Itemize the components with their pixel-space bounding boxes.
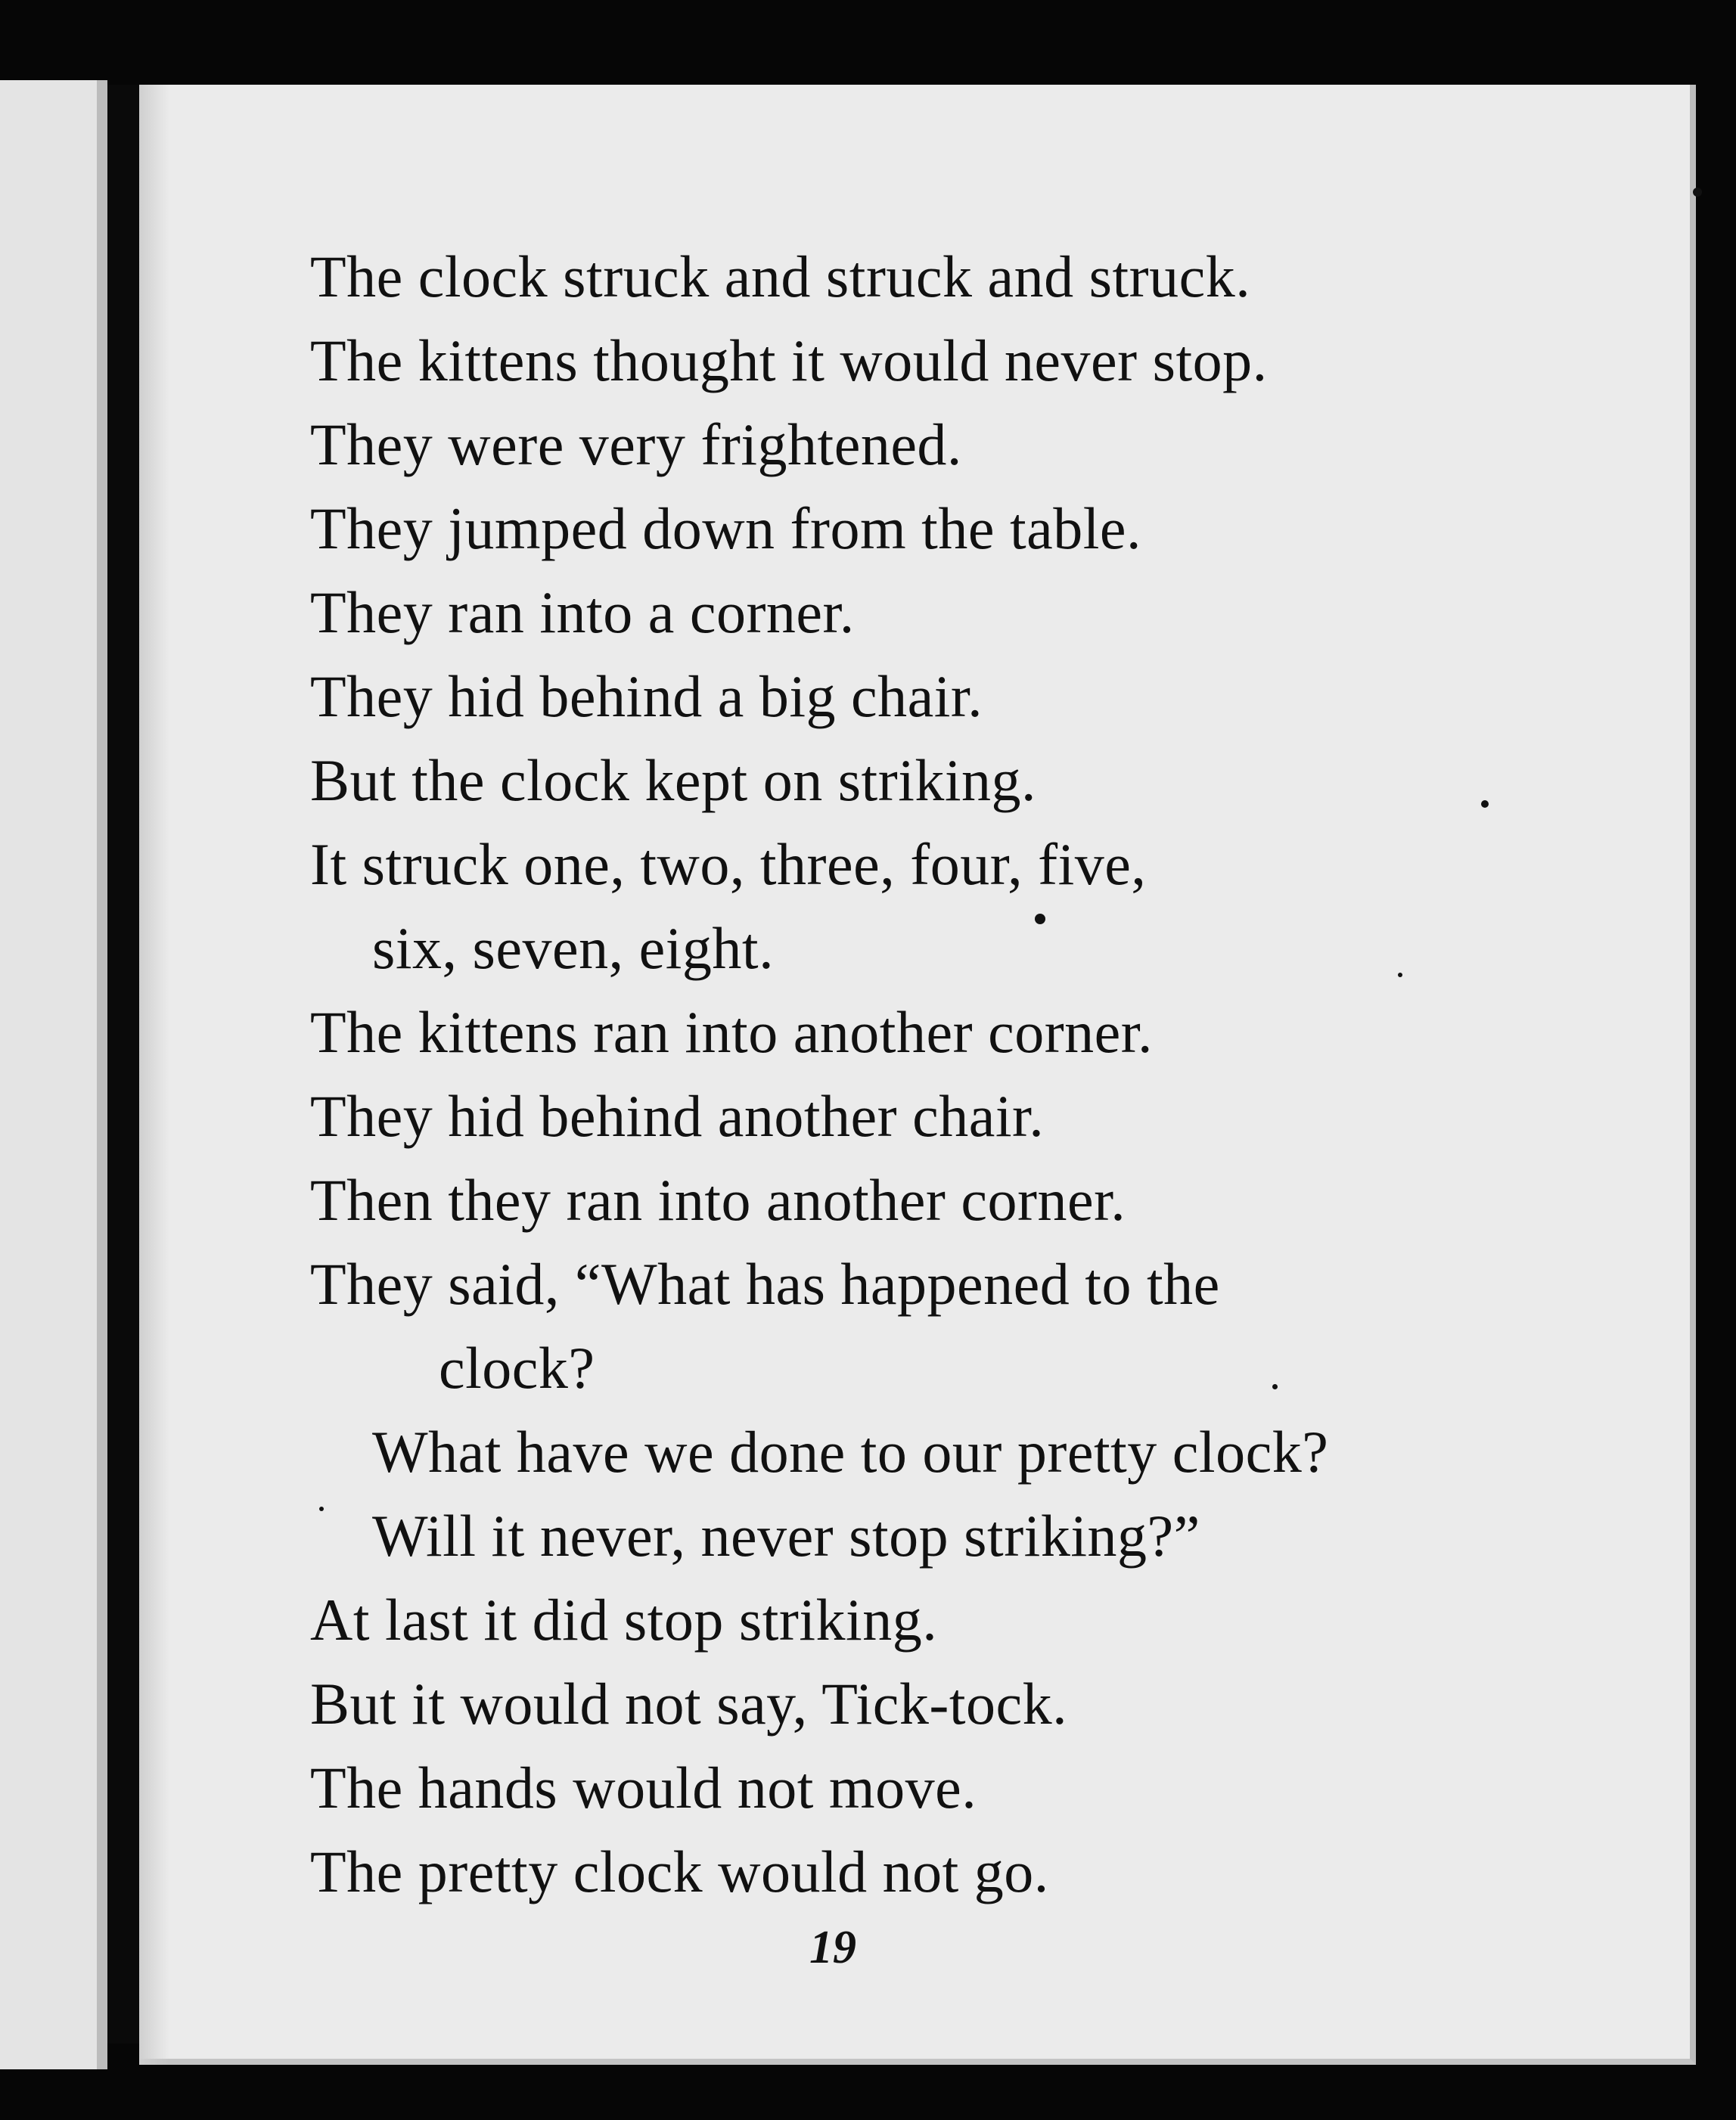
text-line: They were very frightened. xyxy=(310,411,962,477)
scan-speck xyxy=(1398,973,1402,977)
text-line: Then they ran into another corner. xyxy=(310,1167,1126,1233)
text-line: The kittens ran into another corner. xyxy=(310,999,1153,1065)
book-gutter xyxy=(107,85,139,2044)
text-line: The pretty clock would not go. xyxy=(310,1839,1049,1904)
text-line: It struck one, two, three, four, five, xyxy=(310,831,1147,897)
text-line: The kittens thought it would never stop. xyxy=(310,327,1268,393)
text-line-quote: What have we done to our pretty clock? xyxy=(372,1419,1329,1485)
text-line-continuation: clock? xyxy=(439,1335,595,1401)
scan-speck xyxy=(319,1507,324,1511)
text-line: They jumped down from the table. xyxy=(310,495,1142,561)
text-line-continuation: six, seven, eight. xyxy=(372,915,775,981)
text-line: They hid behind a big chair. xyxy=(310,663,983,729)
text-line: But the clock kept on striking. xyxy=(310,747,1037,813)
text-line: They ran into a corner. xyxy=(310,579,855,645)
text-line: The clock struck and struck and struck. xyxy=(310,244,1251,309)
text-line: They hid behind another chair. xyxy=(310,1083,1045,1149)
text-line: They said, “What has happened to the xyxy=(310,1251,1220,1317)
left-page-edge xyxy=(97,80,107,2069)
page-shadow xyxy=(139,85,169,2065)
text-line: The hands would not move. xyxy=(310,1755,977,1820)
text-line: At last it did stop striking. xyxy=(310,1587,938,1653)
story-text xyxy=(310,234,1520,1914)
scan-speck xyxy=(1272,1384,1278,1389)
scan-speck xyxy=(1693,188,1702,197)
scan-speck xyxy=(1481,800,1489,808)
page-number: 19 xyxy=(809,1922,856,1973)
left-page-fragment xyxy=(0,80,107,2069)
text-line-quote: Will it never, never stop striking?” xyxy=(372,1503,1200,1569)
scan-speck xyxy=(1035,914,1045,924)
text-line: But it would not say, Tick-tock. xyxy=(310,1671,1068,1737)
